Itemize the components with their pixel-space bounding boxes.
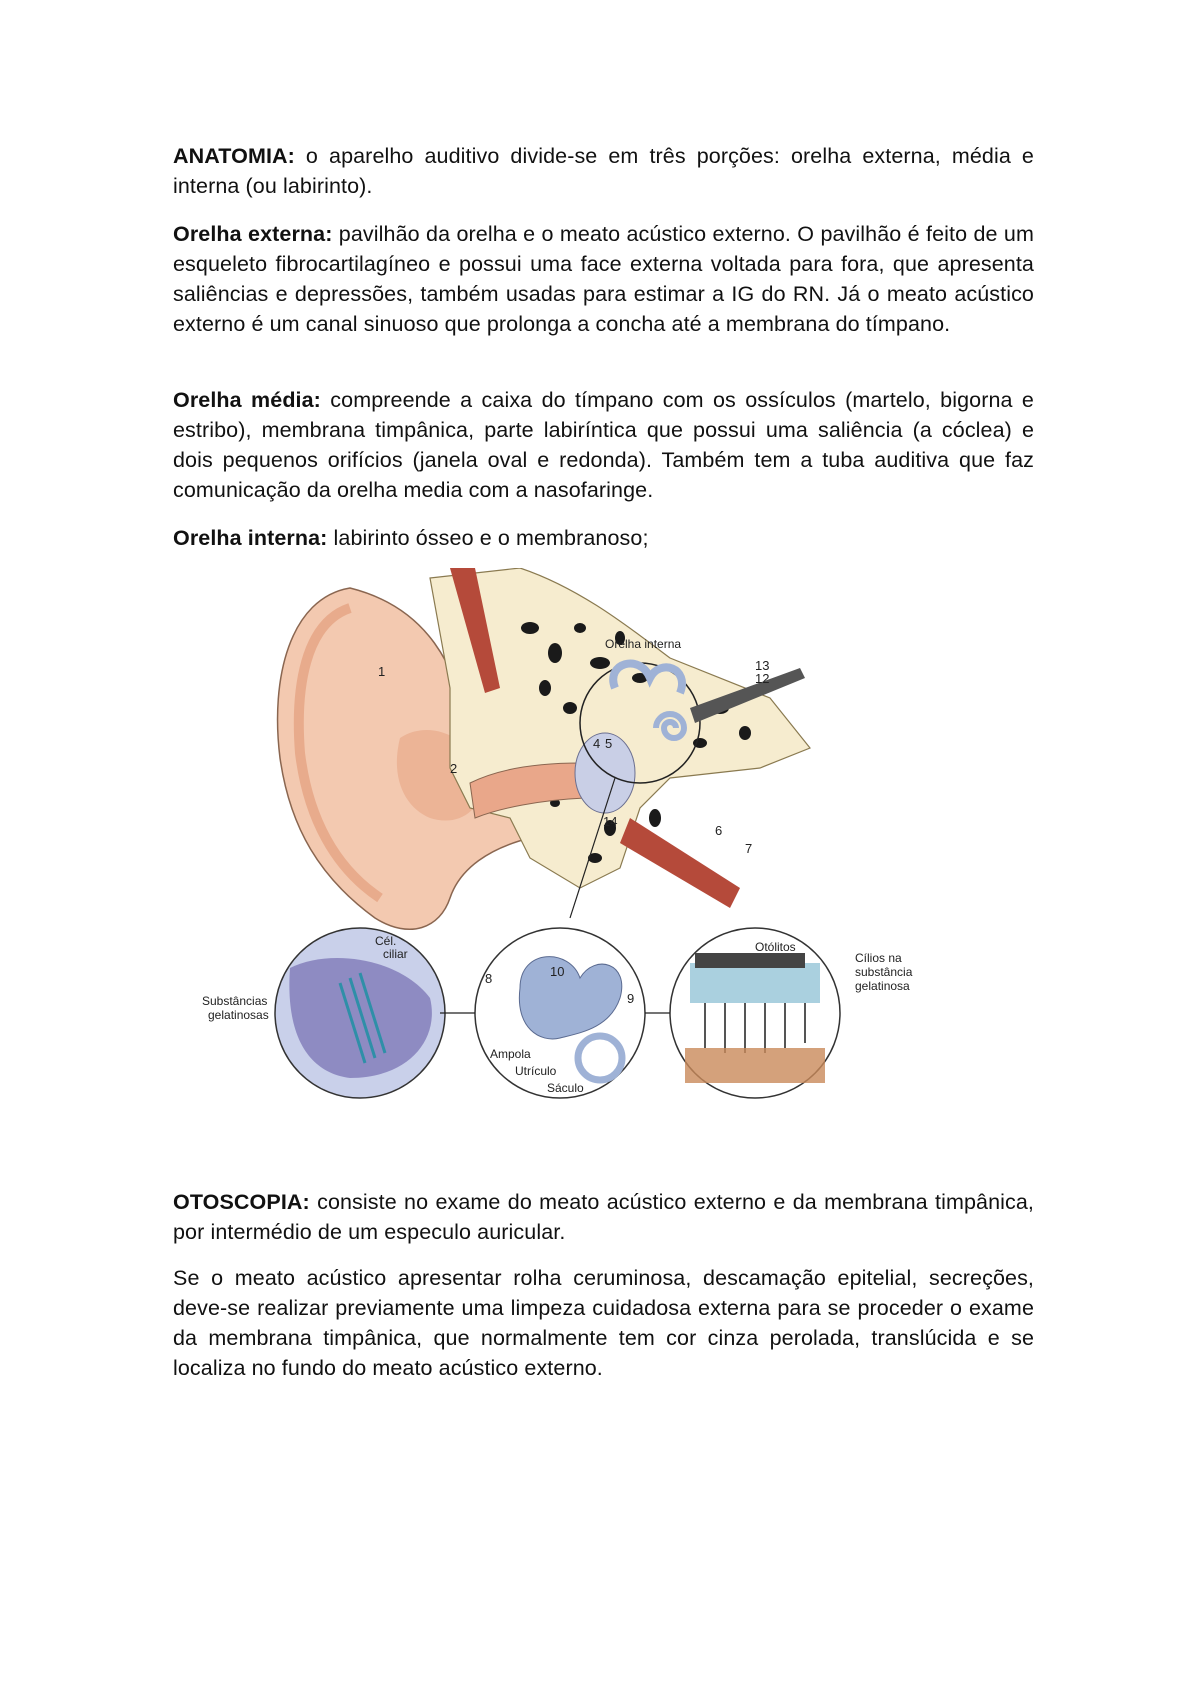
label-substancias-1: Substâncias — [202, 994, 268, 1008]
otolith-crystals — [695, 953, 805, 968]
number-1: 1 — [378, 664, 386, 679]
number-12: 12 — [755, 671, 770, 686]
term-otoscopia: OTOSCOPIA: — [173, 1190, 310, 1214]
label-otolitos: Otólitos — [755, 940, 796, 954]
label-orelha-interna: Orelha interna — [605, 637, 682, 651]
text-orelha-interna: labirinto ósseo e o membranoso; — [327, 526, 649, 550]
paragraph-meato — [173, 1263, 1034, 1383]
ear-anatomy-figure — [200, 568, 920, 1168]
label-cel-ciliar-2: ciliar — [383, 947, 408, 961]
term-orelha-media: Orelha média: — [173, 388, 321, 412]
term-orelha-externa: Orelha externa: — [173, 222, 333, 246]
otolith-layer — [690, 963, 820, 1003]
number-9: 9 — [627, 991, 635, 1006]
term-orelha-interna: Orelha interna: — [173, 526, 328, 550]
text-meato: Se o meato acústico apresentar rolha ceruminosa, descamação epitelial, secreções, deve-se realizar previamente uma limpeza cuidadosa externa para se proceder o exame da membrana timpânica, que normalmente tem cor cinza perolada, translúcida e se localiza no fundo do meato acústico externo. — [173, 1266, 1034, 1380]
number-2: 2 — [450, 761, 458, 776]
label-cilios-2: substância — [855, 965, 913, 979]
label-substancias-2: gelatinosas — [208, 1008, 269, 1022]
paragraph-orelha-interna — [173, 523, 1034, 553]
label-utriculo: Utrículo — [515, 1064, 557, 1078]
text-orelha-media: compreende a caixa do tímpano com os ossículos (martelo, bigorna e estribo), membrana timpânica, parte labiríntica que possui uma saliência (a cóclea) e dois pequenos orifícios (janela oval e redonda). Também tem a tuba auditiva que faz comunicação da orelha media com a nasofaringe. — [173, 388, 1034, 502]
number-14: 14 — [603, 814, 618, 829]
number-10: 10 — [550, 964, 565, 979]
label-ampola: Ampola — [490, 1047, 531, 1061]
text-anatomia: o aparelho auditivo divide-se em três porções: orelha externa, média e interna (ou labirinto). — [173, 144, 1034, 198]
paragraph-anatomia — [173, 141, 1034, 201]
number-6: 6 — [715, 823, 723, 838]
paragraph-orelha-media — [173, 385, 1034, 505]
text-orelha-externa: pavilhão da orelha e o meato acústico externo. O pavilhão é feito de um esqueleto fibrocartilagíneo e possui uma face externa voltada para fora, que apresenta saliências e depressões, também usadas para estimar a IG do RN. Já o meato acústico externo é um canal sinuoso que prolonga a concha até a membrana do tímpano. — [173, 222, 1034, 336]
label-cilios-3: gelatinosa — [855, 979, 910, 993]
number-8: 8 — [485, 971, 493, 986]
support-cells — [685, 1048, 825, 1083]
number-4: 4 — [593, 736, 601, 751]
number-13: 13 — [755, 658, 770, 673]
label-saculo: Sáculo — [547, 1081, 584, 1095]
text-otoscopia: consiste no exame do meato acústico externo e da membrana timpânica, por intermédio de um especulo auricular. — [173, 1190, 1034, 1244]
label-cel-ciliar-1: Cél. — [375, 934, 397, 948]
term-anatomia: ANATOMIA: — [173, 144, 295, 168]
number-7: 7 — [745, 841, 753, 856]
paragraph-orelha-externa — [173, 219, 1034, 339]
label-cilios-1: Cílios na — [855, 951, 902, 965]
number-5: 5 — [605, 736, 613, 751]
paragraph-otoscopia — [173, 1187, 1034, 1247]
